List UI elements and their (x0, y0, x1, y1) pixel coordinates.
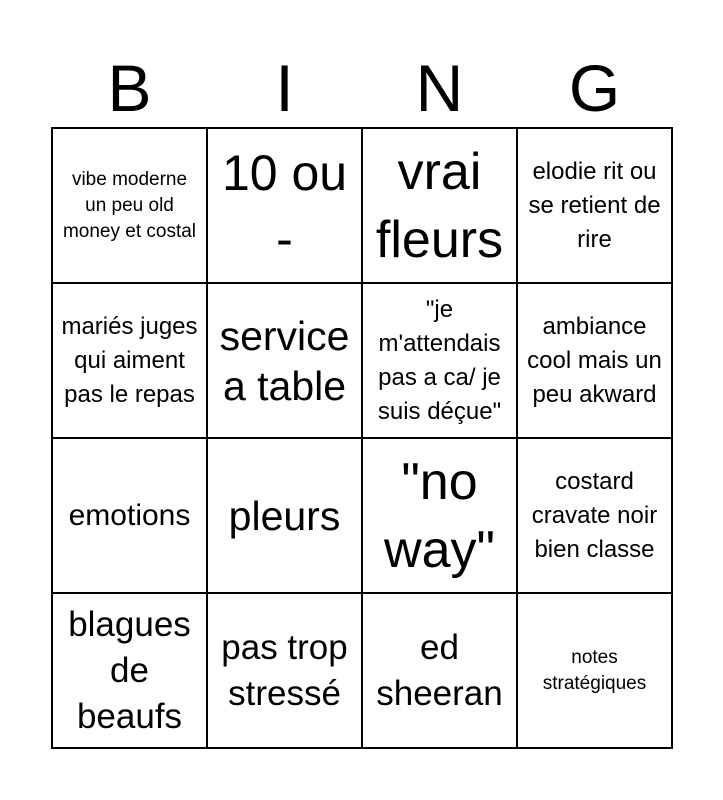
bingo-cell-text: 10 ou - (221, 144, 348, 267)
bingo-grid (51, 127, 673, 749)
bingo-cell[interactable] (363, 284, 518, 439)
header-letter-i: I (275, 51, 294, 125)
bingo-cell-text: blagues de beaufs (68, 604, 191, 736)
bingo-cell-text: elodie rit ou se retient de rire (528, 157, 661, 253)
bingo-cell-text: mariés juges qui aiment pas le repas (61, 312, 198, 408)
bingo-cell-text: vrai fleurs (375, 142, 504, 269)
bingo-cell[interactable] (208, 129, 363, 284)
bingo-cell[interactable] (53, 129, 208, 284)
bingo-cell-text: "je m'attendais pas a ca/ je suis déçue" (377, 295, 502, 425)
header-letter-b: B (107, 51, 152, 125)
bingo-cell[interactable] (363, 594, 518, 749)
bingo-cell[interactable] (53, 284, 208, 439)
bingo-cell-text: "no way" (384, 452, 495, 579)
bingo-cell[interactable] (518, 594, 673, 749)
bingo-cell[interactable] (363, 439, 518, 594)
bingo-cell-text: costard cravate noir bien classe (531, 467, 658, 563)
bingo-cell[interactable] (208, 594, 363, 749)
bingo-cell-text: notes stratégiques (542, 646, 647, 694)
bingo-cell-text: service a table (219, 312, 350, 409)
bingo-cell[interactable] (208, 284, 363, 439)
bingo-cell[interactable] (53, 439, 208, 594)
bingo-cell[interactable] (53, 594, 208, 749)
bingo-cell-text: ambiance cool mais un peu akward (527, 312, 662, 408)
bingo-cell-text: pleurs (228, 492, 341, 539)
bingo-cell-text: pas trop stressé (221, 627, 348, 713)
header-letter-g: G (568, 51, 621, 125)
bingo-cell-text: emotions (68, 498, 191, 532)
bingo-header (52, 48, 672, 128)
bingo-cell[interactable] (518, 284, 673, 439)
bingo-cell[interactable] (518, 439, 673, 594)
header-letter-n: N (415, 51, 464, 125)
bingo-cell[interactable] (518, 129, 673, 284)
bingo-cell[interactable] (363, 129, 518, 284)
bingo-cell-text: vibe moderne un peu old money et costal (62, 168, 197, 242)
bingo-cell[interactable] (208, 439, 363, 594)
bingo-cell-text: ed sheeran (376, 627, 503, 713)
